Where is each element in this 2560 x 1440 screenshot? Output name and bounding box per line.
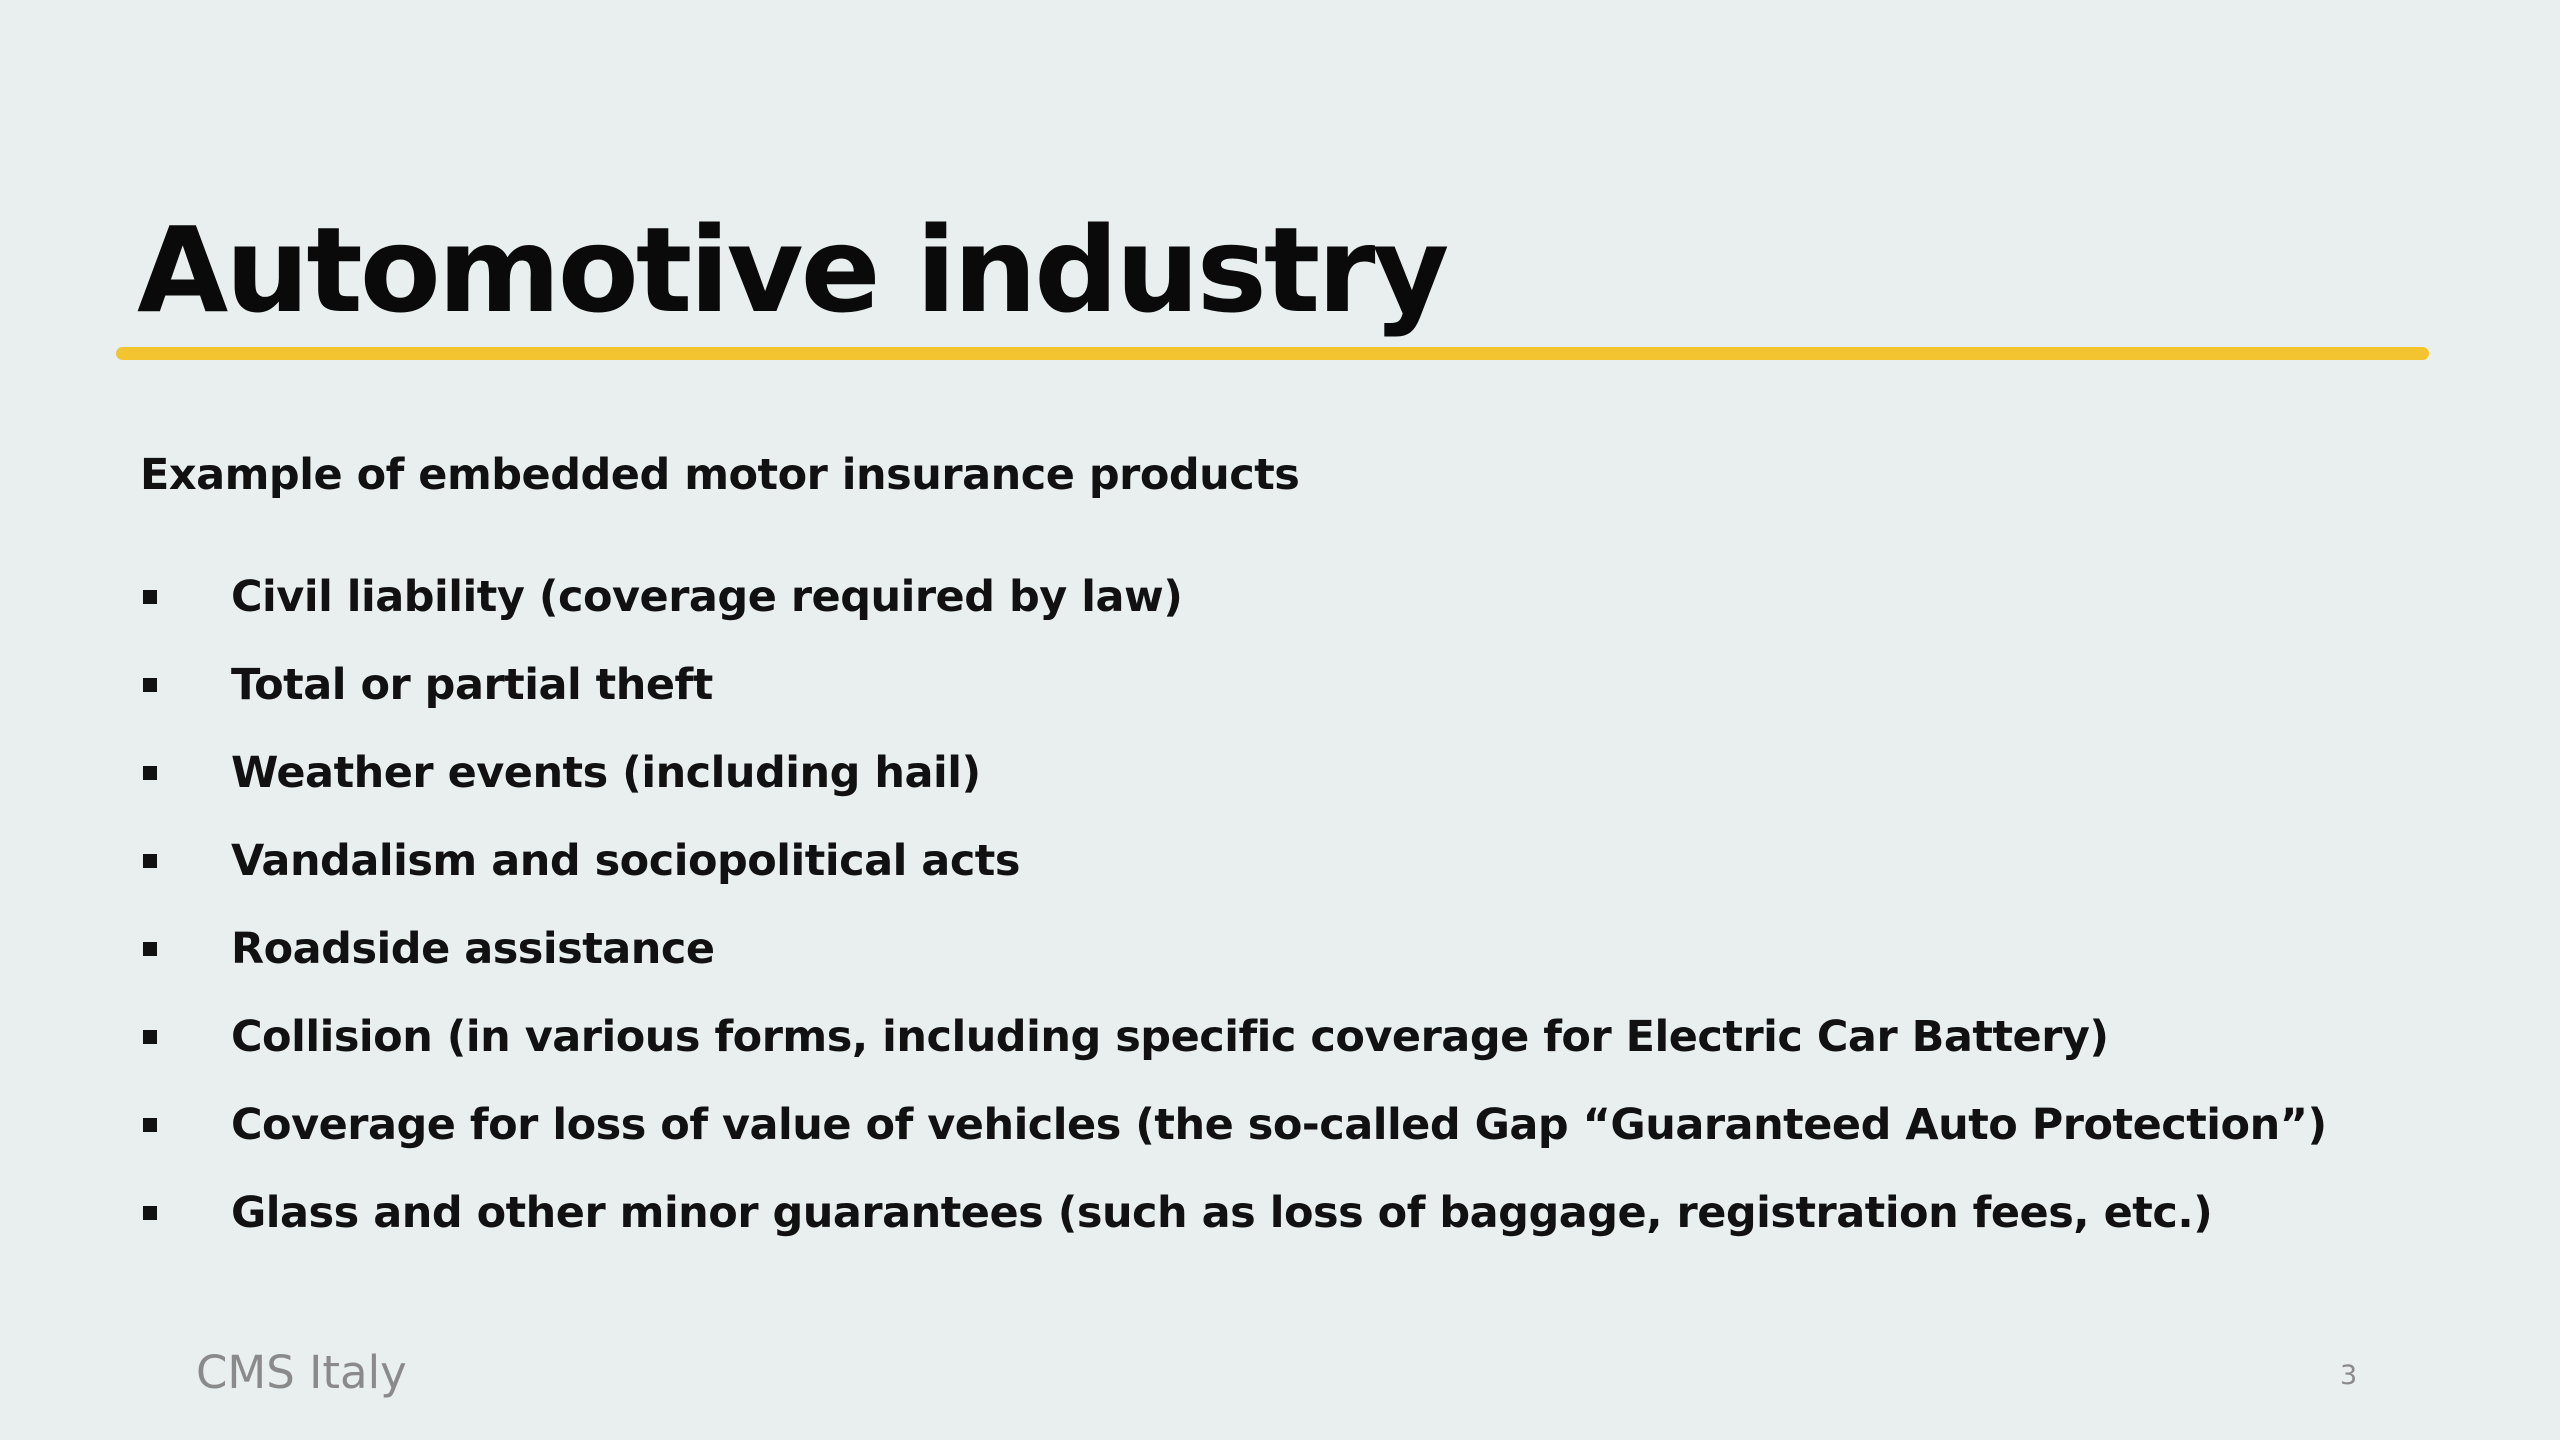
bullet-text: Civil liability (coverage required by law) bbox=[231, 572, 1183, 622]
bullet-item bbox=[140, 1081, 2327, 1169]
bullet-text: Weather events (including hail) bbox=[231, 748, 981, 798]
bullet-text: Coverage for loss of value of vehicles (the so-called Gap “Guaranteed Auto Protection”) bbox=[231, 1100, 2327, 1150]
bullet-text: Glass and other minor guarantees (such as loss of baggage, registration fees, etc.) bbox=[231, 1188, 2213, 1238]
bullet-item bbox=[140, 1169, 2327, 1257]
square-bullet-icon bbox=[143, 854, 157, 868]
bullet-text: Total or partial theft bbox=[231, 660, 713, 710]
title-underline-rule bbox=[116, 347, 2429, 360]
bullet-text: Vandalism and sociopolitical acts bbox=[231, 836, 1020, 886]
bullet-item bbox=[140, 993, 2327, 1081]
bullet-text: Roadside assistance bbox=[231, 924, 715, 974]
slide-subtitle: Example of embedded motor insurance products bbox=[140, 450, 1300, 500]
square-bullet-icon bbox=[143, 766, 157, 780]
bullet-text: Collision (in various forms, including specific coverage for Electric Car Battery) bbox=[231, 1012, 2109, 1062]
bullet-item bbox=[140, 641, 2327, 729]
square-bullet-icon bbox=[143, 590, 157, 604]
bullet-list bbox=[140, 553, 2327, 1257]
footer-company-name: CMS Italy bbox=[196, 1346, 407, 1399]
square-bullet-icon bbox=[143, 942, 157, 956]
page-number: 3 bbox=[2340, 1360, 2358, 1391]
bullet-item bbox=[140, 729, 2327, 817]
bullet-item bbox=[140, 905, 2327, 993]
slide-title: Automotive industry bbox=[137, 201, 1447, 339]
bullet-item bbox=[140, 553, 2327, 641]
square-bullet-icon bbox=[143, 1118, 157, 1132]
bullet-item bbox=[140, 817, 2327, 905]
square-bullet-icon bbox=[143, 678, 157, 692]
square-bullet-icon bbox=[143, 1206, 157, 1220]
square-bullet-icon bbox=[143, 1030, 157, 1044]
